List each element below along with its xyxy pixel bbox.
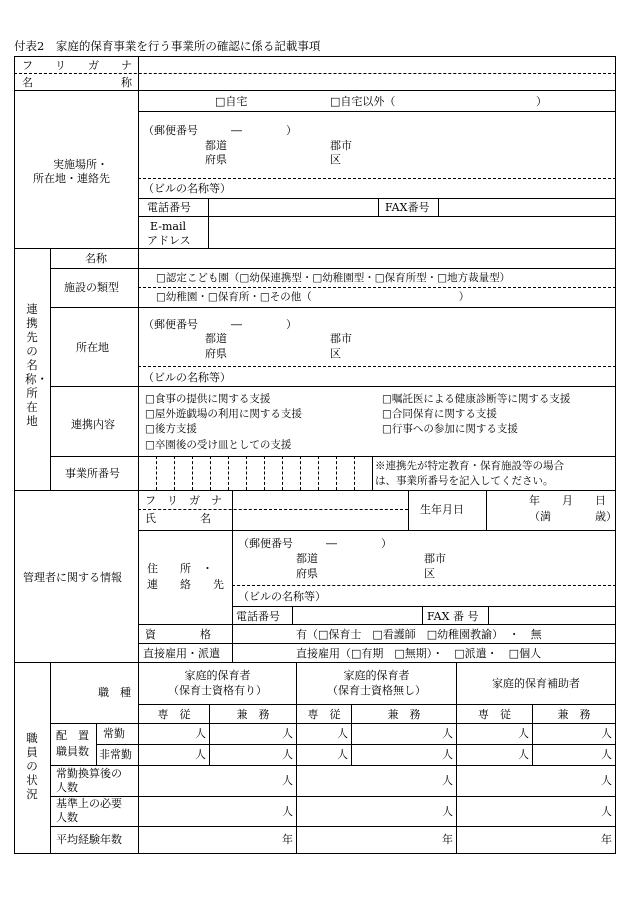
s1-furigana-label: フ リ ガ ナ <box>22 59 132 72</box>
s4-birth-label: 生年月日 <box>420 503 464 516</box>
s2-todo: 都道 <box>205 139 227 152</box>
s5-col3-senju: 専 従 <box>478 708 511 721</box>
s2-ku: 区 <box>330 153 341 166</box>
s5-col1-title: 家庭的保育者 <box>184 669 251 682</box>
s3-office-no-label: 事業所番号 <box>65 467 120 480</box>
hijokin-col1-kenmu-cell[interactable]: 人 <box>282 748 293 761</box>
s4-tel-label: 電話番号 <box>236 610 280 623</box>
form-title: 付表2 家庭的保育事業を行う事業所の確認に係る記載事項 <box>14 39 321 53</box>
s4-building-label: （ビルの名称等） <box>238 590 326 603</box>
facility-furigana-input[interactable] <box>140 58 614 72</box>
checkbox-home[interactable]: □自宅 <box>215 95 248 108</box>
s3-content-health[interactable]: □嘱託医による健康診断等に関する支援 <box>382 393 571 405</box>
other-close-paren: ） <box>536 95 547 108</box>
jokin-col1-senju-cell[interactable]: 人 <box>195 727 206 740</box>
s5-col2-title: 家庭的保育者 <box>343 669 410 682</box>
s4-furigana-label: フ リ ガ ナ <box>145 494 222 507</box>
hitsuyo-col2-cell[interactable]: 人 <box>442 805 453 818</box>
s4-fax-input[interactable] <box>490 608 612 622</box>
kansan-col3-cell[interactable]: 人 <box>601 774 612 787</box>
s3-name-input[interactable] <box>140 250 614 266</box>
s2-gunshi: 郡市 <box>330 139 352 152</box>
s3-type-options-1[interactable]: □認定こども園（□幼保連携型・□幼稚園型・□保育所型・□地方裁量型） <box>156 272 511 284</box>
s5-col1-subtitle: （保育士資格有り） <box>168 684 267 697</box>
s1-name-label: 名 称 <box>22 76 132 89</box>
hijokin-col3-kenmu-cell[interactable]: 人 <box>601 748 612 761</box>
hitsuyo-col1-cell[interactable]: 人 <box>282 805 293 818</box>
s3-note-2: は、事業所番号を記入してください。 <box>375 475 554 487</box>
frame-bottom <box>14 853 616 854</box>
s3-content-backup[interactable]: □後方支援 <box>145 423 197 435</box>
s2-label-2: 所在地・連絡先 <box>33 172 110 185</box>
s4-employment-options[interactable]: 直接雇用（□有期 □無期）・ □派遣・ □個人 <box>296 647 542 660</box>
s4-ku: 区 <box>424 567 435 580</box>
hijokin-col3-senju-cell[interactable]: 人 <box>518 748 529 761</box>
jokin-col2-kenmu-cell[interactable]: 人 <box>442 727 453 740</box>
s3-vertical-label: 連携先の名称・所在地 <box>25 302 48 428</box>
s5-col1-senju: 専 従 <box>157 708 191 721</box>
keiken-col2-cell[interactable]: 年 <box>442 833 453 846</box>
frame-top <box>14 56 616 57</box>
s4-furigana-input[interactable] <box>234 492 406 508</box>
hijokin-col1-senju-cell[interactable]: 人 <box>195 748 206 761</box>
frame-right <box>615 56 616 853</box>
s2-fax-label: FAX番号 <box>385 201 430 214</box>
jokin-col3-senju-cell[interactable]: 人 <box>518 727 529 740</box>
s4-name-input[interactable] <box>234 511 406 529</box>
s4-birth-date-input[interactable]: 年 月 日 <box>529 494 606 507</box>
s5-hitsuyo-label-1: 基準上の必要 <box>56 797 122 810</box>
frame-left <box>14 56 15 853</box>
s3-content-event[interactable]: □行事への参加に関する支援 <box>382 423 518 435</box>
s5-col2-subtitle: （保育士資格無し） <box>327 684 426 697</box>
s4-fax-label: FAX 番 号 <box>427 610 479 623</box>
s2-tel-label: 電話番号 <box>147 201 191 214</box>
s5-haichi-label-2: 職員数 <box>56 745 89 758</box>
s5-jokin-label: 常勤 <box>103 727 125 740</box>
s5-col3-title: 家庭的保育補助者 <box>492 677 580 690</box>
s5-vertical-label: 職員の状況 <box>26 731 38 801</box>
checkbox-other-than-home[interactable]: □自宅以外（ <box>330 95 396 108</box>
s5-col1-kenmu: 兼 務 <box>236 708 270 721</box>
s3-name-label: 名称 <box>85 252 107 265</box>
s4-todo: 都道 <box>296 552 318 565</box>
keiken-col3-cell[interactable]: 年 <box>601 833 612 846</box>
s4-age-input[interactable]: （満 歳） <box>529 510 617 523</box>
s4-name-label: 氏 名 <box>145 512 211 525</box>
s2-email-label-1: E-mail <box>150 220 186 233</box>
s4-address-label-1: 住 所 ・ <box>147 562 213 575</box>
s4-qualification-label: 資 格 <box>145 628 211 641</box>
s5-col2-kenmu: 兼 務 <box>387 708 421 721</box>
s4-employment-label: 直接雇用・派遣 <box>143 647 220 660</box>
s4-postal-label: （郵便番号 ― ） <box>238 537 392 550</box>
kansan-col2-cell[interactable]: 人 <box>442 774 453 787</box>
s3-ku: 区 <box>330 347 341 360</box>
s5-keiken-label: 平均経験年数 <box>56 833 122 846</box>
hijokin-col2-senju-cell[interactable]: 人 <box>337 748 348 761</box>
jokin-col1-kenmu-cell[interactable]: 人 <box>282 727 293 740</box>
s2-email-label-2: アドレス <box>147 234 191 247</box>
s2-fuken: 府県 <box>205 153 227 166</box>
s3-building-label: （ビルの名称等） <box>143 371 231 384</box>
s3-office-no-input[interactable] <box>140 458 370 488</box>
s5-hitsuyo-label-2: 人数 <box>56 811 78 824</box>
s5-hijokin-label: 非常勤 <box>99 748 132 761</box>
facility-name-input[interactable] <box>140 75 614 89</box>
s3-content-meal[interactable]: □食事の提供に関する支援 <box>145 393 271 405</box>
jokin-col2-senju-cell[interactable]: 人 <box>337 727 348 740</box>
s3-content-joint[interactable]: □合同保育に関する支援 <box>382 408 497 420</box>
s3-content-graduate[interactable]: □卒園後の受け皿としての支援 <box>145 439 292 451</box>
s4-tel-input[interactable] <box>294 608 420 622</box>
s2-label-1: 実施場所・ <box>53 158 108 171</box>
s3-facility-type-label: 施設の類型 <box>64 281 119 294</box>
s4-qualification-options[interactable]: 有（□保育士 □看護師 □幼稚園教諭） ・ 無 <box>296 628 542 641</box>
s2-building-label: （ビルの名称等） <box>143 182 231 195</box>
s4-gunshi: 郡市 <box>424 552 446 565</box>
keiken-col1-cell[interactable]: 年 <box>282 833 293 846</box>
s4-address-label-2: 連 絡 先 <box>147 578 224 591</box>
s4-label: 管理者に関する情報 <box>23 571 122 584</box>
s2-postal-label: （郵便番号 ― ） <box>143 124 297 137</box>
s5-job-label: 職 種 <box>98 686 131 699</box>
s2-email-input[interactable] <box>210 218 612 246</box>
s3-postal-label: （郵便番号 ― ） <box>143 318 297 331</box>
s2-tel-input[interactable] <box>210 200 376 214</box>
s4-fuken: 府県 <box>296 567 318 580</box>
s3-type-options-2[interactable]: □幼稚園・□保育所・□その他（ ） <box>156 291 470 303</box>
hijokin-col2-kenmu-cell[interactable]: 人 <box>442 748 453 761</box>
s3-location-label: 所在地 <box>76 341 109 354</box>
s3-content-outdoor[interactable]: □屋外遊戯場の利用に関する支援 <box>145 408 302 420</box>
s5-haichi-label-1: 配 置 <box>56 729 89 742</box>
s5-kansan-label-2: 人数 <box>56 781 78 794</box>
s2-fax-input[interactable] <box>440 200 612 214</box>
s3-gunshi: 郡市 <box>330 332 352 345</box>
hitsuyo-col3-cell[interactable]: 人 <box>601 805 612 818</box>
s3-todo: 都道 <box>205 332 227 345</box>
s3-fuken: 府県 <box>205 347 227 360</box>
s3-note-1: ※連携先が特定教育・保育施設等の場合 <box>375 460 564 472</box>
kansan-col1-cell[interactable]: 人 <box>282 774 293 787</box>
s5-col2-senju: 専 従 <box>307 708 341 721</box>
s5-kansan-label-1: 常勤換算後の <box>56 767 122 780</box>
s5-col3-kenmu: 兼 務 <box>557 708 591 721</box>
jokin-col3-kenmu-cell[interactable]: 人 <box>601 727 612 740</box>
s3-content-label: 連携内容 <box>71 418 115 431</box>
